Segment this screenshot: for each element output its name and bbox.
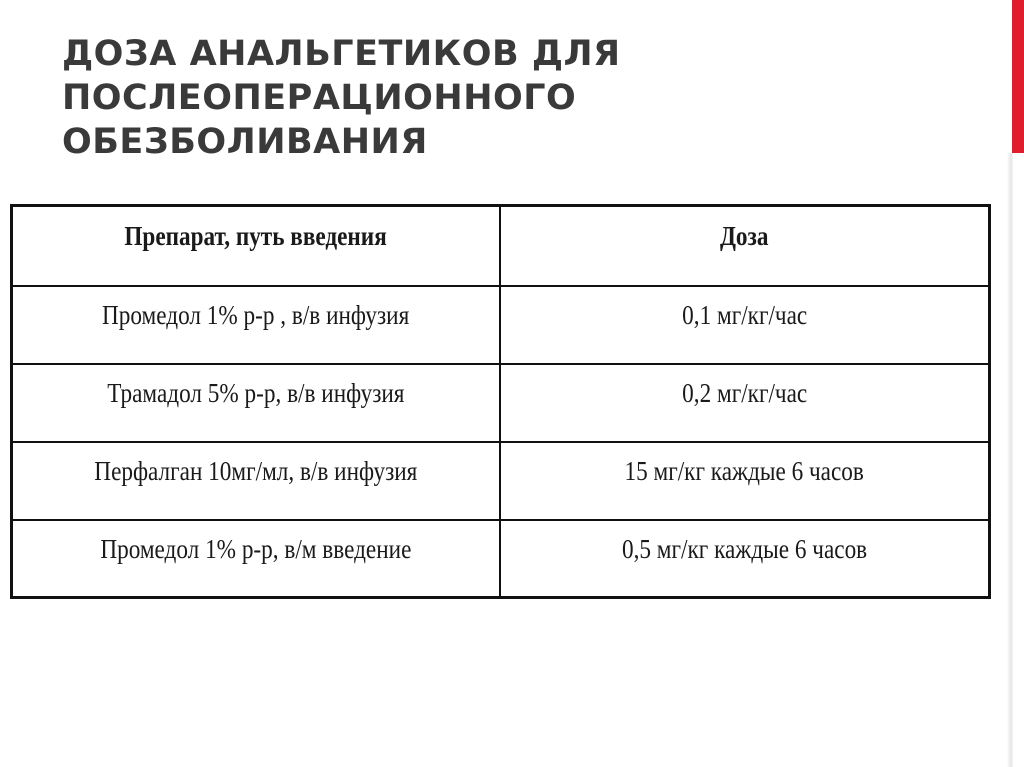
table-row <box>12 520 990 598</box>
page-edge-shadow <box>1007 153 1013 767</box>
cell-dose <box>500 364 990 442</box>
cell-dose <box>500 520 990 598</box>
dose-table <box>10 204 991 599</box>
cell-text: Перфалган 10мг/мл, в/в инфузия <box>94 455 418 486</box>
title-line: ДОЗА АНАЛЬГЕТИКОВ ДЛЯ <box>62 34 621 74</box>
cell-dose <box>500 442 990 520</box>
table-row <box>12 286 990 364</box>
cell-text: 0,2 мг/кг/час <box>681 377 807 408</box>
cell-text: 0,1 мг/кг/час <box>681 299 807 330</box>
table-header-row <box>12 206 990 286</box>
slide-title <box>62 32 962 164</box>
cell-drug <box>12 442 500 520</box>
title-line: ПОСЛЕОПЕРАЦИОННОГО <box>62 78 577 118</box>
cell-text: Трамадол 5% р-р, в/в инфузия <box>107 377 405 408</box>
header-dose <box>500 206 990 286</box>
cell-text: 15 мг/кг каждые 6 часов <box>624 455 864 486</box>
table-row <box>12 364 990 442</box>
cell-text: 0,5 мг/кг каждые 6 часов <box>621 533 867 564</box>
accent-bar <box>1012 0 1024 153</box>
title-line: ОБЕЗБОЛИВАНИЯ <box>62 122 428 162</box>
cell-text: Промедол 1% р-р, в/м введение <box>100 533 412 564</box>
cell-text: Промедол 1% р-р , в/в инфузия <box>102 299 410 330</box>
header-drug-route <box>12 206 500 286</box>
cell-drug <box>12 286 500 364</box>
table-row <box>12 442 990 520</box>
header-label: Доза <box>719 221 769 251</box>
cell-drug <box>12 364 500 442</box>
header-label: Препарат, путь введения <box>124 221 387 251</box>
cell-dose <box>500 286 990 364</box>
cell-drug <box>12 520 500 598</box>
